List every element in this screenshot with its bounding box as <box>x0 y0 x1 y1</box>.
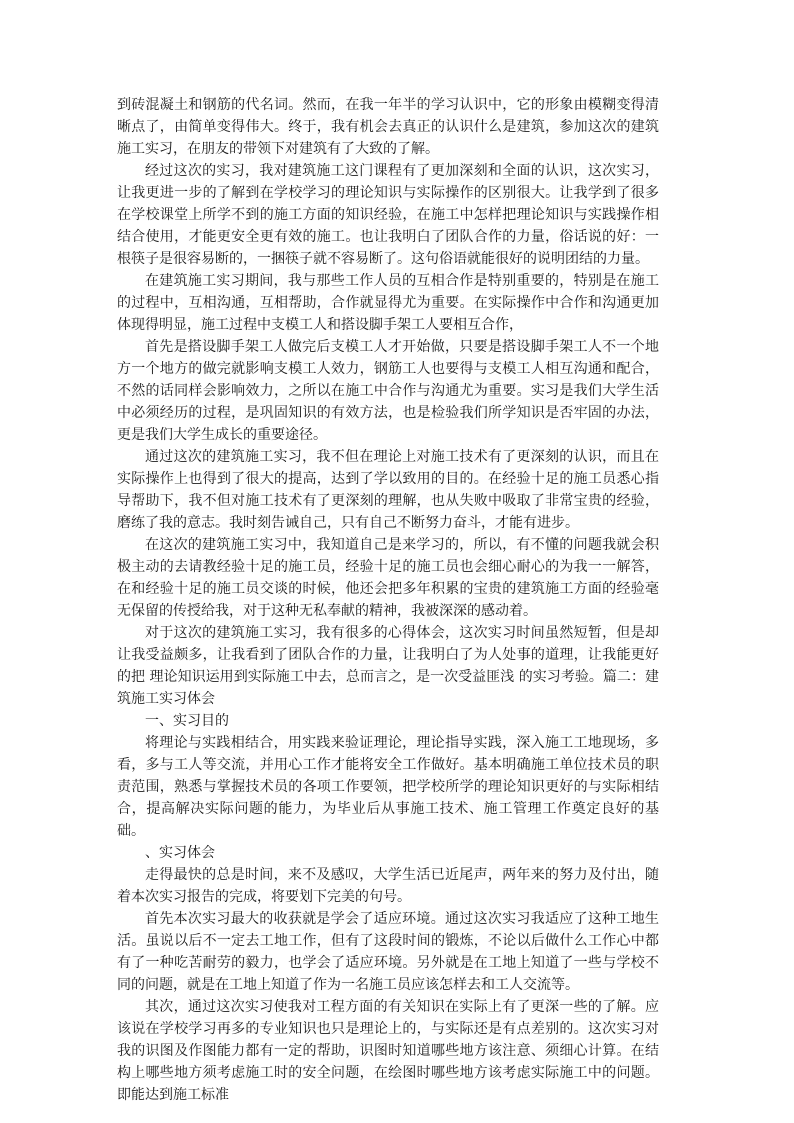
paragraph-1: 到砖混凝土和钢筋的代名词。然而，在我一年半的学习认识中，它的形象由模糊变得清晰点了，由简单变得伟大。终于，我有机会去真正的认识什么是建筑，参加这次的建筑施工实习，在朋友的带领下对建筑有了大致的了解。 <box>117 97 659 157</box>
paragraph-10: 首先本次实习最大的收获就是学会了适应环境。通过这次实习我适应了这种工地生活。虽说以后不一定去工地工作，但有了这段时间的锻炼，不论以后做什么工作心中都有了一种吃苦耐劳的毅力，也学会了适应环境。另外就是在工地上知道了一些与学校不同的问题，就是在工地上知道了作为一名施工员应该怎样去和工人交流等。 <box>117 911 659 993</box>
section-heading-purpose: 一、实习目的 <box>145 713 229 729</box>
paragraph-11: 其次，通过这次实习使我对工程方面的有关知识在实际上有了更深一些的了解。应该说在学校学习再多的专业知识也只是理论上的，与实际还是有点差别的。这次实习对我的识图及作图能力都有一定的帮助，识图时知道哪些地方该注意、须细心计算。在结构上哪些地方须考虑施工时的安全问题，在绘图时哪些地方该考虑实际施工中的问题。即能达到施工标准 <box>117 999 659 1103</box>
paragraph-4: 首先是搭设脚手架工人做完后支模工人才开始做，只要是搭设脚手架工人不一个地方一个地方的做完就影响支模工人效力，钢筋工人也要得与支模工人相互沟通和配合，不然的话同样会影响效力，之所以在施工中合作与沟通尤为重要。实习是我们大学生活中必须经历的过程，是巩固知识的有效方法，也是检验我们所学知识是否牢固的办法，更是我们大学生成长的重要途径。 <box>117 339 659 443</box>
paragraph-8: 将理论与实践相结合，用实践来验证理论，理论指导实践，深入施工工地现场，多看，多与工人等交流，并用心工作才能将安全工作做好。基本明确施工单位技术员的职责范围，熟悉与掌握技术员的各项工作要领，把学校所学的理论知识更好的与实际相结合，提高解决实际问题的能力，为毕业后从事施工技术、施工管理工作奠定良好的基础。 <box>117 735 659 839</box>
paragraph-9: 走得最快的总是时间，来不及感叹，大学生活已近尾声，两年来的努力及付出，随着本次实习报告的完成，将要划下完美的句号。 <box>117 867 659 905</box>
section-heading-experience: 、实习体会 <box>145 845 215 861</box>
paragraph-5: 通过这次的建筑施工实习，我不但在理论上对施工技术有了更深刻的认识，而且在实际操作上也得到了很大的提高，达到了学以致用的目的。在经验十足的施工员悉心指导帮助下，我不但对施工技术有了更深刻的理解，也从失败中吸取了非常宝贵的经验，磨练了我的意志。我时刻告诫自己，只有自己不断努力奋斗，才能有进步。 <box>117 449 659 531</box>
paragraph-3: 在建筑施工实习期间，我与那些工作人员的互相合作是特别重要的，特别是在施工的过程中，互相沟通，互相帮助，合作就显得尤为重要。在实际操作中合作和沟通更加体现得明显，施工过程中支模工人和搭设脚手架工人要相互合作， <box>117 273 659 333</box>
paragraph-7: 对于这次的建筑施工实习，我有很多的心得体会，这次实习时间虽然短暂，但是却让我受益颇多，让我看到了团队合作的力量，让我明白了为人处事的道理，让我能更好的把 理论知识运用到实际施工中去，总而言之，是一次受益匪浅 的实习考验。篇二：建筑施工实习体会 <box>117 625 659 707</box>
paragraph-2: 经过这次的实习，我对建筑施工这门课程有了更加深刻和全面的认识，这次实习，让我更进一步的了解到在学校学习的理论知识与实际操作的区别很大。让我学到了很多在学校课堂上所学不到的施工方面的知识经验，在施工中怎样把理论知识与实践操作相结合使用，才能更安全更有效的施工。也让我明白了团队合作的力量，俗话说的好：一根筷子是很容易断的，一捆筷子就不容易断了。这句俗语就能很好的说明团结的力量。 <box>117 163 659 267</box>
document-page <box>117 94 659 1106</box>
paragraph-6: 在这次的建筑施工实习中，我知道自己是来学习的，所以，有不懂的问题我就会积极主动的去请教经验十足的施工员，经验十足的施工员也会细心耐心的为我一一解答，在和经验十足的施工员交谈的时候，他还会把多年积累的宝贵的建筑施工方面的经验毫无保留的传授给我，对于这种无私奉献的精神，我被深深的感动着。 <box>117 537 659 619</box>
